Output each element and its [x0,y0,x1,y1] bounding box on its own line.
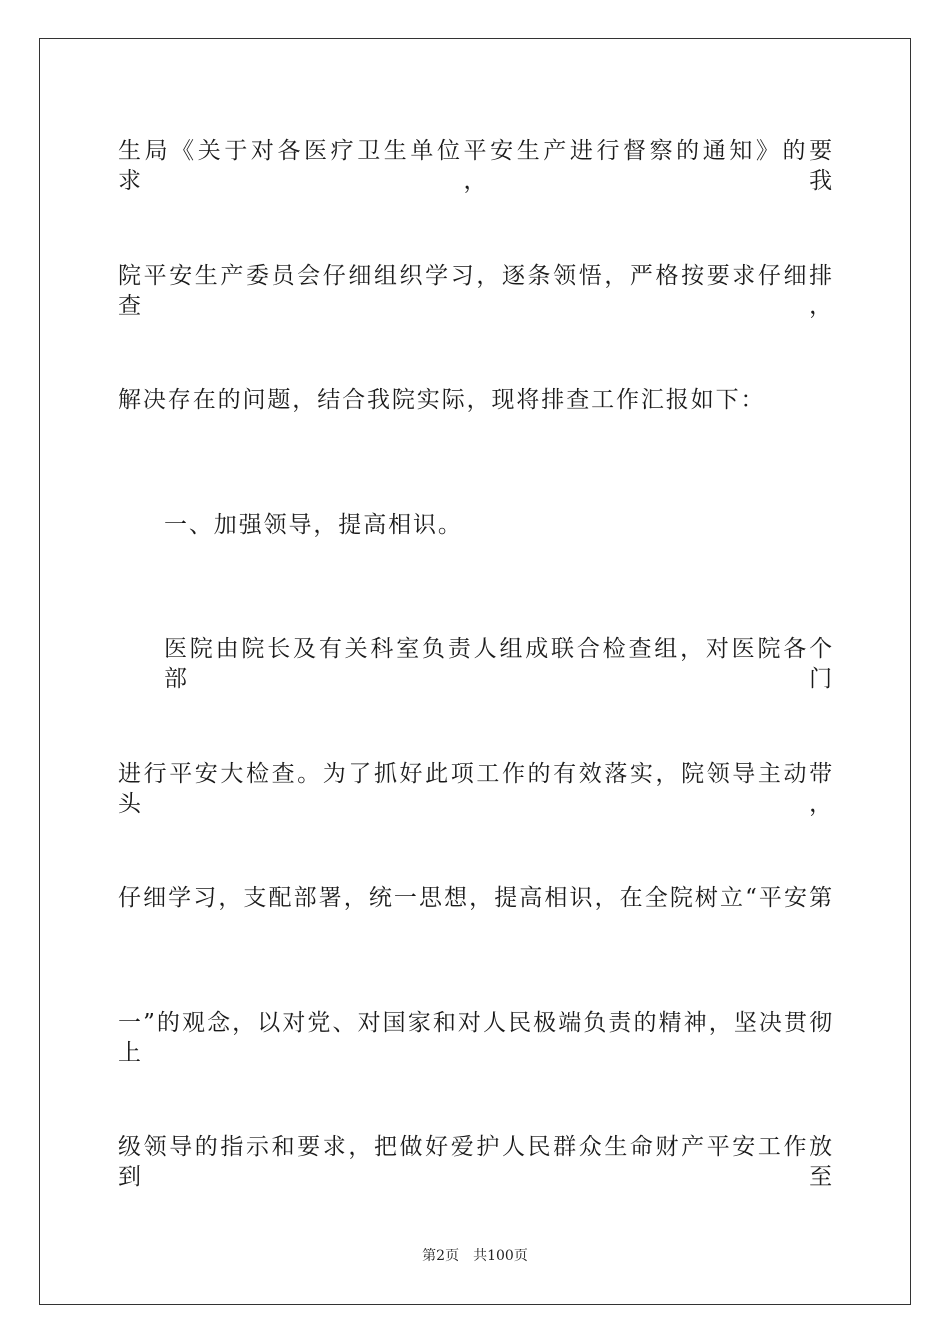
body-line-2: 院平安生产委员会仔细组织学习，逐条领悟，严格按要求仔细排查， [118,263,834,319]
body-line-9: 级领导的指示和要求，把做好爱护人民群众生命财产平安工作放到至 [118,1134,834,1190]
body-line-3: 解决存在的问题，结合我院实际，现将排查工作汇报如下： [118,387,766,413]
body-line-1: 生局《关于对各医疗卫生单位平安生产进行督察的通知》的要求，我 [118,138,834,194]
page-footer [0,1247,950,1265]
section-heading: 一、加强领导，提高相识。 [164,512,463,538]
page-total: 共100页 [473,1248,528,1264]
page-number: 第2页 [422,1248,460,1264]
body-line-8: 一”的观念，以对党、对国家和对人民极端负责的精神，坚决贯彻上 [118,1010,834,1066]
body-line-6: 进行平安大检查。为了抓好此项工作的有效落实，院领导主动带头， [118,761,834,817]
body-line-7: 仔细学习，支配部署，统一思想，提高相识，在全院树立“平安第 [118,885,834,911]
body-line-5: 医院由院长及有关科室负责人组成联合检查组，对医院各个部门 [164,636,834,692]
